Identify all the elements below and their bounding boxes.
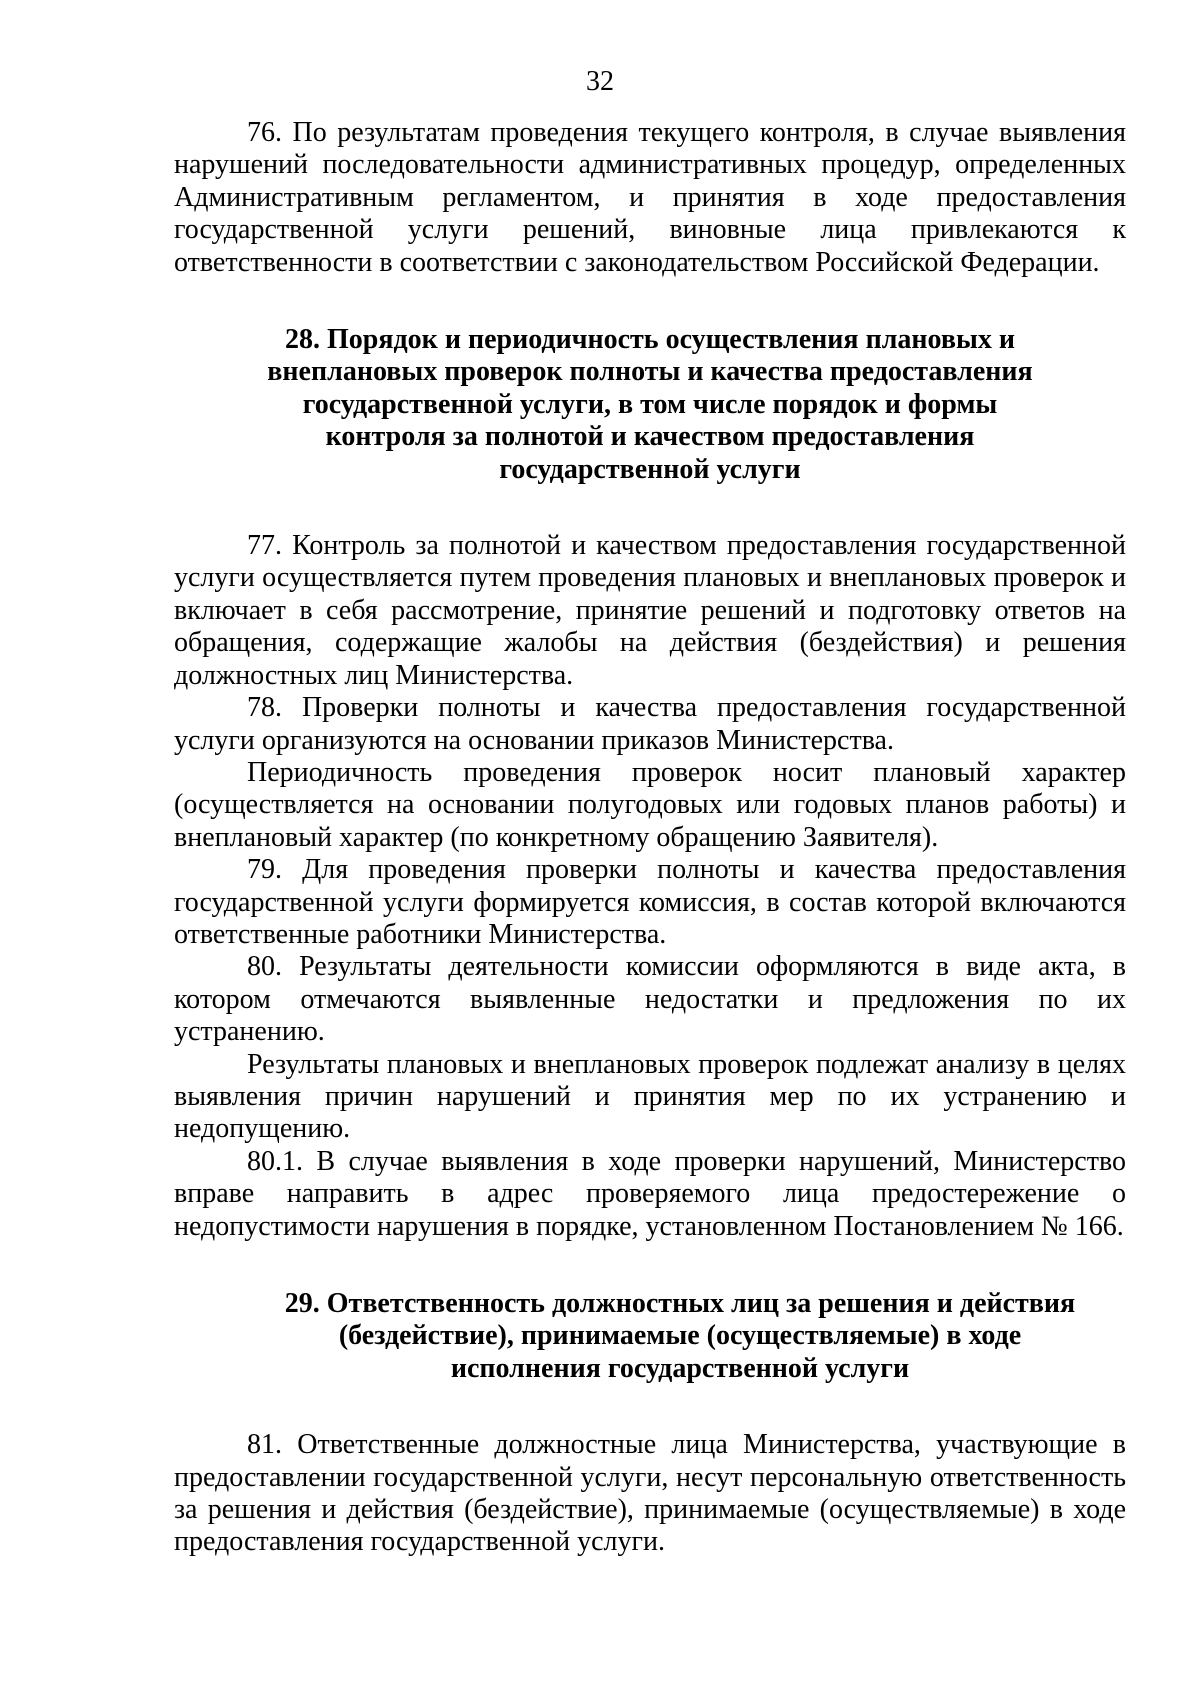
- paragraph-80-1: 80.1. В случае выявления в ходе проверки нарушений, Министерство вправе направить в адрес проверяемого лица предостережение о недопустимости нарушения в порядке, установленном Постановлением № 166.: [174, 1145, 1126, 1242]
- page-content: [174, 117, 1126, 1559]
- paragraph-80-results: Результаты плановых и внеплановых проверок подлежат анализу в целях выявления причин нарушений и принятия мер по их устранению и недопущению.: [174, 1048, 1126, 1145]
- paragraph-80: 80. Результаты деятельности комиссии оформляются в виде акта, в котором отмечаются выявленные недостатки и предложения по их устранению.: [174, 951, 1126, 1048]
- paragraph-81: 81. Ответственные должностные лица Министерства, участвующие в предоставлении государственной услуги, несут персональную ответственность за решения и действия (бездействие), принимаемые (осуществляемые) в ходе предоставления государственной услуги.: [174, 1429, 1126, 1558]
- page-number: 32: [586, 66, 614, 97]
- section-28-heading: 28. Порядок и периодичность осуществления плановых и внеплановых проверок полноты и качества предоставления государственной услуги, в том числе порядок и формы контроля за полнотой и качеством предоставления государственной услуги: [267, 324, 1033, 485]
- paragraph-76: 76. По результатам проведения текущего контроля, в случае выявления нарушений последовательности административных процедур, определенных Административным регламентом, и принятия в ходе предоставления государственной услуги решений, виновные лица привлекаются к ответственности в соответствии с законодательством Российской Федерации.: [174, 117, 1126, 278]
- paragraph-78-periodicity: Периодичность проведения проверок носит плановый характер (осуществляется на основании полугодовых или годовых планов работы) и внеплановый характер (по конкретному обращению Заявителя).: [174, 756, 1126, 853]
- paragraph-79: 79. Для проведения проверки полноты и качества предоставления государственной услуги формируется комиссия, в состав которой включаются ответственные работники Министерства.: [174, 854, 1126, 950]
- paragraph-78: 78. Проверки полноты и качества предоставления государственной услуги организуются на основании приказов Министерства.: [174, 692, 1126, 756]
- paragraph-77: 77. Контроль за полнотой и качеством предоставления государственной услуги осуществляется путем проведения плановых и внеплановых проверок и включает в себя рассмотрение, принятие решений и подготовку ответов на обращения, содержащие жалобы на действия (бездействия) и решения должностных лиц Министерства.: [174, 530, 1126, 691]
- section-29-heading: 29. Ответственность должностных лиц за решения и действия (бездействие), принимаемые (осуществляемые) в ходе исполнения государственной услуги: [284, 1288, 1076, 1384]
